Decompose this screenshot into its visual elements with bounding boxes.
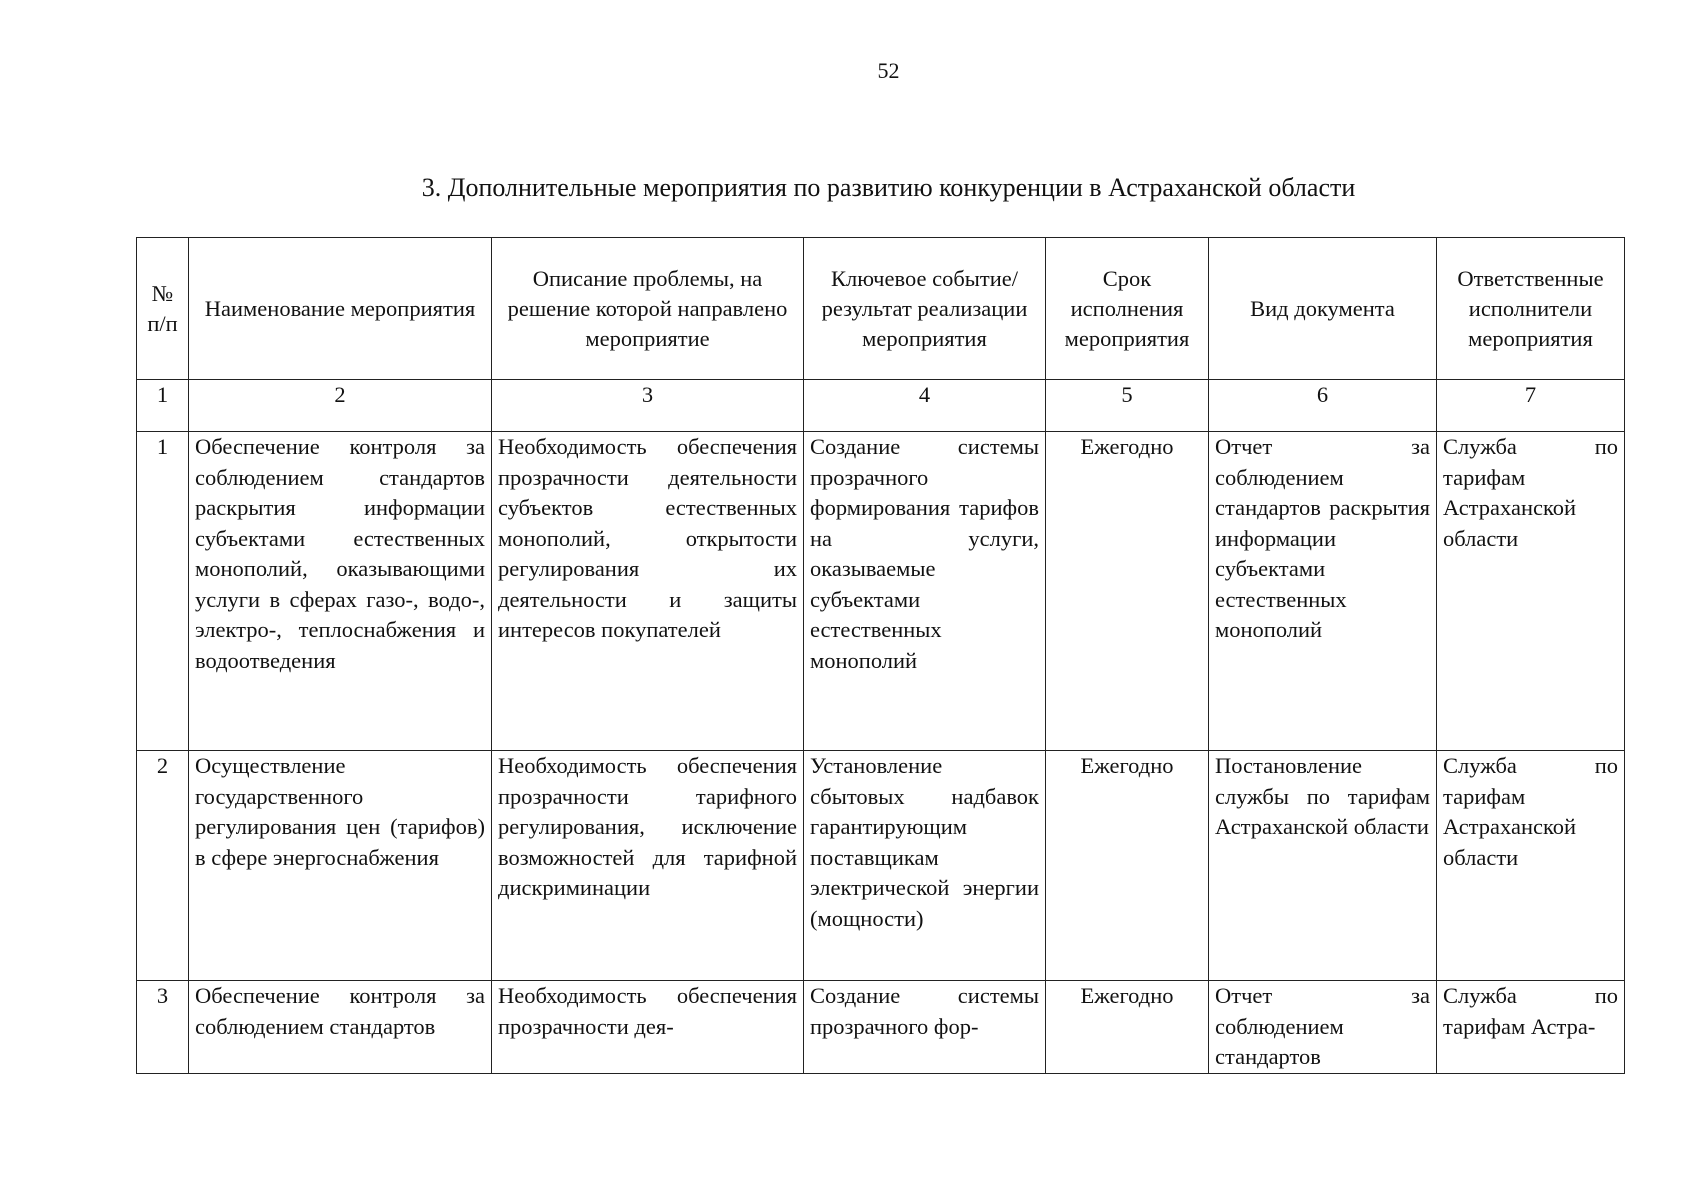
column-number: 5 — [1046, 380, 1209, 432]
execution-term: Ежегодно — [1046, 432, 1209, 751]
key-result: Установление сбытовых надбавок гарантирующим поставщикам электрической энергии (мощности) — [804, 751, 1046, 981]
column-number: 7 — [1437, 380, 1625, 432]
column-number: 1 — [137, 380, 189, 432]
key-result: Создание системы прозрачного фор- — [804, 981, 1046, 1074]
column-number: 6 — [1209, 380, 1437, 432]
measure-name: Обеспечение контроля за соблюдением стандартов — [189, 981, 492, 1074]
table-row — [137, 432, 1625, 751]
measures-table — [136, 237, 1625, 1074]
table-header-row — [137, 238, 1625, 380]
row-number: 1 — [137, 432, 189, 751]
column-number-row — [137, 380, 1625, 432]
header-cell-number: № п/п — [137, 238, 189, 380]
table-row — [137, 981, 1625, 1074]
problem-description: Необходимость обеспечения прозрачности тарифного регулирования, исключение возможностей для тарифной дискриминации — [492, 751, 804, 981]
column-number: 3 — [492, 380, 804, 432]
header-cell-document: Вид документа — [1209, 238, 1437, 380]
document-type: Постановление службы по тарифам Астраханской области — [1209, 751, 1437, 981]
header-cell-responsible: Ответственные исполнители мероприятия — [1437, 238, 1625, 380]
measure-name: Осуществление государственного регулирования цен (тарифов) в сфере энергоснабжения — [189, 751, 492, 981]
row-number: 3 — [137, 981, 189, 1074]
page-number: 52 — [877, 58, 900, 83]
execution-term: Ежегодно — [1046, 981, 1209, 1074]
responsible-executor: Служба по тарифам Астра- — [1437, 981, 1625, 1074]
table-row — [137, 751, 1625, 981]
document-type: Отчет за соблюдением стандартов раскрытия информации субъектами естественных монополий — [1209, 432, 1437, 751]
problem-description: Необходимость обеспечения прозрачности дея- — [492, 981, 804, 1074]
key-result: Создание системы прозрачного формирования тарифов на услуги, оказываемые субъектами естественных монополий — [804, 432, 1046, 751]
problem-description: Необходимость обеспечения прозрачности деятельности субъектов естественных монополий, открытости регулирования их деятельности и защиты интересов покупателей — [492, 432, 804, 751]
header-cell-result: Ключевое событие/результат реализации мероприятия — [804, 238, 1046, 380]
measure-name: Обеспечение контроля за соблюдением стандартов раскрытия информации субъектами естественных монополий, оказывающими услуги в сферах газо-, водо-, электро-, теплоснабжения и водоотведения — [189, 432, 492, 751]
row-number: 2 — [137, 751, 189, 981]
section-title: 3. Дополнительные мероприятия по развитию конкуренции в Астраханской области — [421, 173, 1356, 202]
document-type: Отчет за соблюдением стандартов — [1209, 981, 1437, 1074]
header-cell-term: Срок исполнения мероприятия — [1046, 238, 1209, 380]
header-cell-name: Наименование мероприятия — [189, 238, 492, 380]
responsible-executor: Служба по тарифам Астраханской области — [1437, 432, 1625, 751]
column-number: 2 — [189, 380, 492, 432]
execution-term: Ежегодно — [1046, 751, 1209, 981]
column-number: 4 — [804, 380, 1046, 432]
responsible-executor: Служба по тарифам Астраханской области — [1437, 751, 1625, 981]
header-cell-problem: Описание проблемы, на решение которой направлено мероприятие — [492, 238, 804, 380]
